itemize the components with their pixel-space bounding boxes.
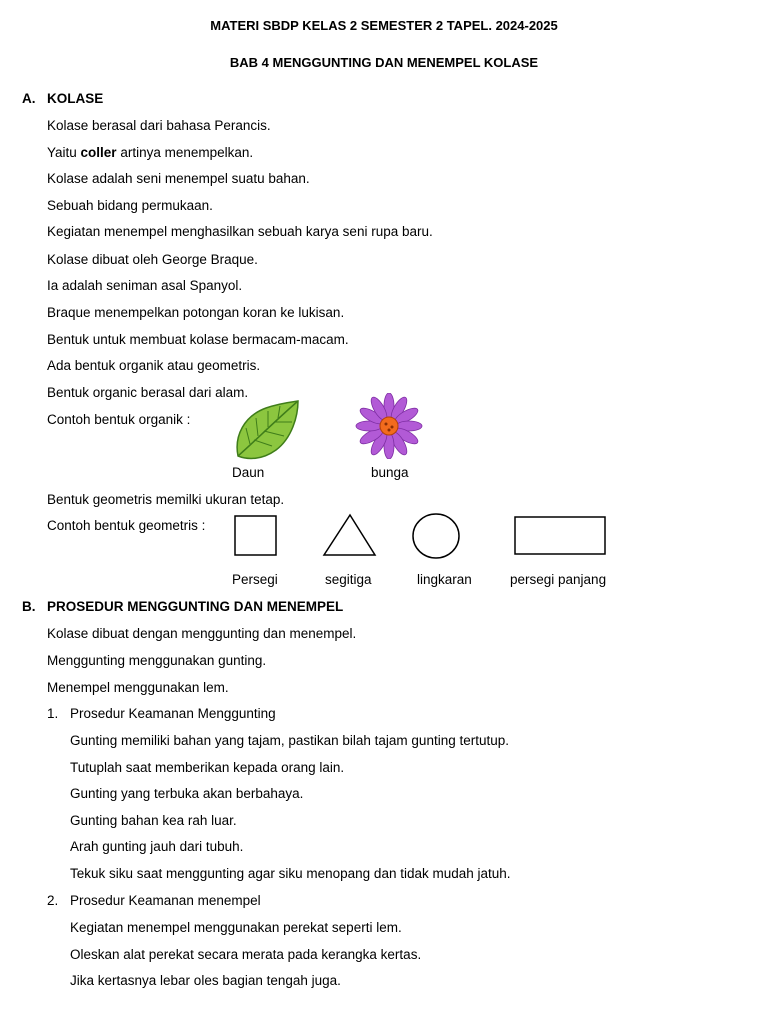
leaf-icon (232, 398, 302, 462)
section-b-line-3: Menempel menggunakan lem. (47, 680, 229, 695)
section-a-line-7: Ia adalah seniman asal Spanyol. (47, 278, 243, 293)
geometric-label: Contoh bentuk geometris : (47, 518, 206, 533)
item-1-title: Prosedur Keamanan Menggunting (70, 706, 276, 721)
coller-word: coller (80, 145, 117, 160)
chapter-title: BAB 4 MENGGUNTING DAN MENEMPEL KOLASE (229, 55, 539, 70)
rectangle-shape (513, 515, 608, 557)
section-b-line-1: Kolase dibuat dengan menggunting dan menempel. (47, 626, 357, 641)
geometric-caption-rectangle: persegi panjang (510, 572, 607, 587)
section-a-line-9: Bentuk untuk membuat kolase bermacam-macam. (47, 332, 349, 347)
section-a-heading: KOLASE (47, 91, 104, 106)
item-2-line-3: Jika kertasnya lebar oles bagian tengah juga. (70, 973, 341, 988)
organic-caption-leaf: Daun (232, 465, 265, 480)
coller-suffix: artinya menempelkan. (116, 145, 254, 160)
geometric-caption-square: Persegi (232, 572, 278, 587)
section-a-line-8: Braque menempelkan potongan koran ke lukisan. (47, 305, 345, 320)
coller-prefix: Yaitu (47, 145, 81, 160)
geometric-caption-triangle: segitiga (325, 572, 372, 587)
item-1-line-1: Gunting memiliki bahan yang tajam, pastikan bilah tajam gunting tertutup. (70, 733, 510, 748)
item-1-line-6: Tekuk siku saat menggunting agar siku menopang dan tidak mudah jatuh. (70, 866, 511, 881)
item-1-number: 1. (47, 706, 59, 721)
organic-label: Contoh bentuk organik : (47, 412, 191, 427)
section-a-line-2 (47, 145, 253, 161)
item-1-line-5: Arah gunting jauh dari tubuh. (70, 839, 244, 854)
item-2-number: 2. (47, 893, 59, 908)
item-2-line-2: Oleskan alat perekat secara merata pada kerangka kertas. (70, 947, 422, 962)
flower-icon (354, 393, 424, 459)
section-a-line-6: Kolase dibuat oleh George Braque. (47, 252, 258, 267)
geometric-intro: Bentuk geometris memilki ukuran tetap. (47, 492, 285, 507)
section-a-line-11: Bentuk organic berasal dari alam. (47, 385, 249, 400)
document-title: MATERI SBDP KELAS 2 SEMESTER 2 TAPEL. 2024-2025 (210, 18, 558, 33)
section-b-line-2: Menggunting menggunakan gunting. (47, 653, 267, 668)
item-1-line-4: Gunting bahan kea rah luar. (70, 813, 237, 828)
triangle-shape (321, 512, 379, 558)
square-shape (233, 514, 279, 558)
geometric-caption-circle: lingkaran (417, 572, 472, 587)
section-a-line-1: Kolase berasal dari bahasa Perancis. (47, 118, 271, 133)
circle-shape (409, 511, 463, 561)
section-b-heading: PROSEDUR MENGGUNTING DAN MENEMPEL (47, 599, 344, 614)
section-a-line-4: Sebuah bidang permukaan. (47, 198, 213, 213)
item-2-line-1: Kegiatan menempel menggunakan perekat seperti lem. (70, 920, 402, 935)
section-a-line-5: Kegiatan menempel menghasilkan sebuah karya seni rupa baru. (47, 224, 433, 239)
organic-caption-flower: bunga (371, 465, 409, 480)
item-2-title: Prosedur Keamanan menempel (70, 893, 261, 908)
section-a-line-10: Ada bentuk organik atau geometris. (47, 358, 261, 373)
item-1-line-2: Tutuplah saat memberikan kepada orang lain. (70, 760, 345, 775)
item-1-line-3: Gunting yang terbuka akan berbahaya. (70, 786, 304, 801)
section-a-marker: A. (22, 91, 36, 106)
section-b-marker: B. (22, 599, 36, 614)
section-a-line-3: Kolase adalah seni menempel suatu bahan. (47, 171, 310, 186)
